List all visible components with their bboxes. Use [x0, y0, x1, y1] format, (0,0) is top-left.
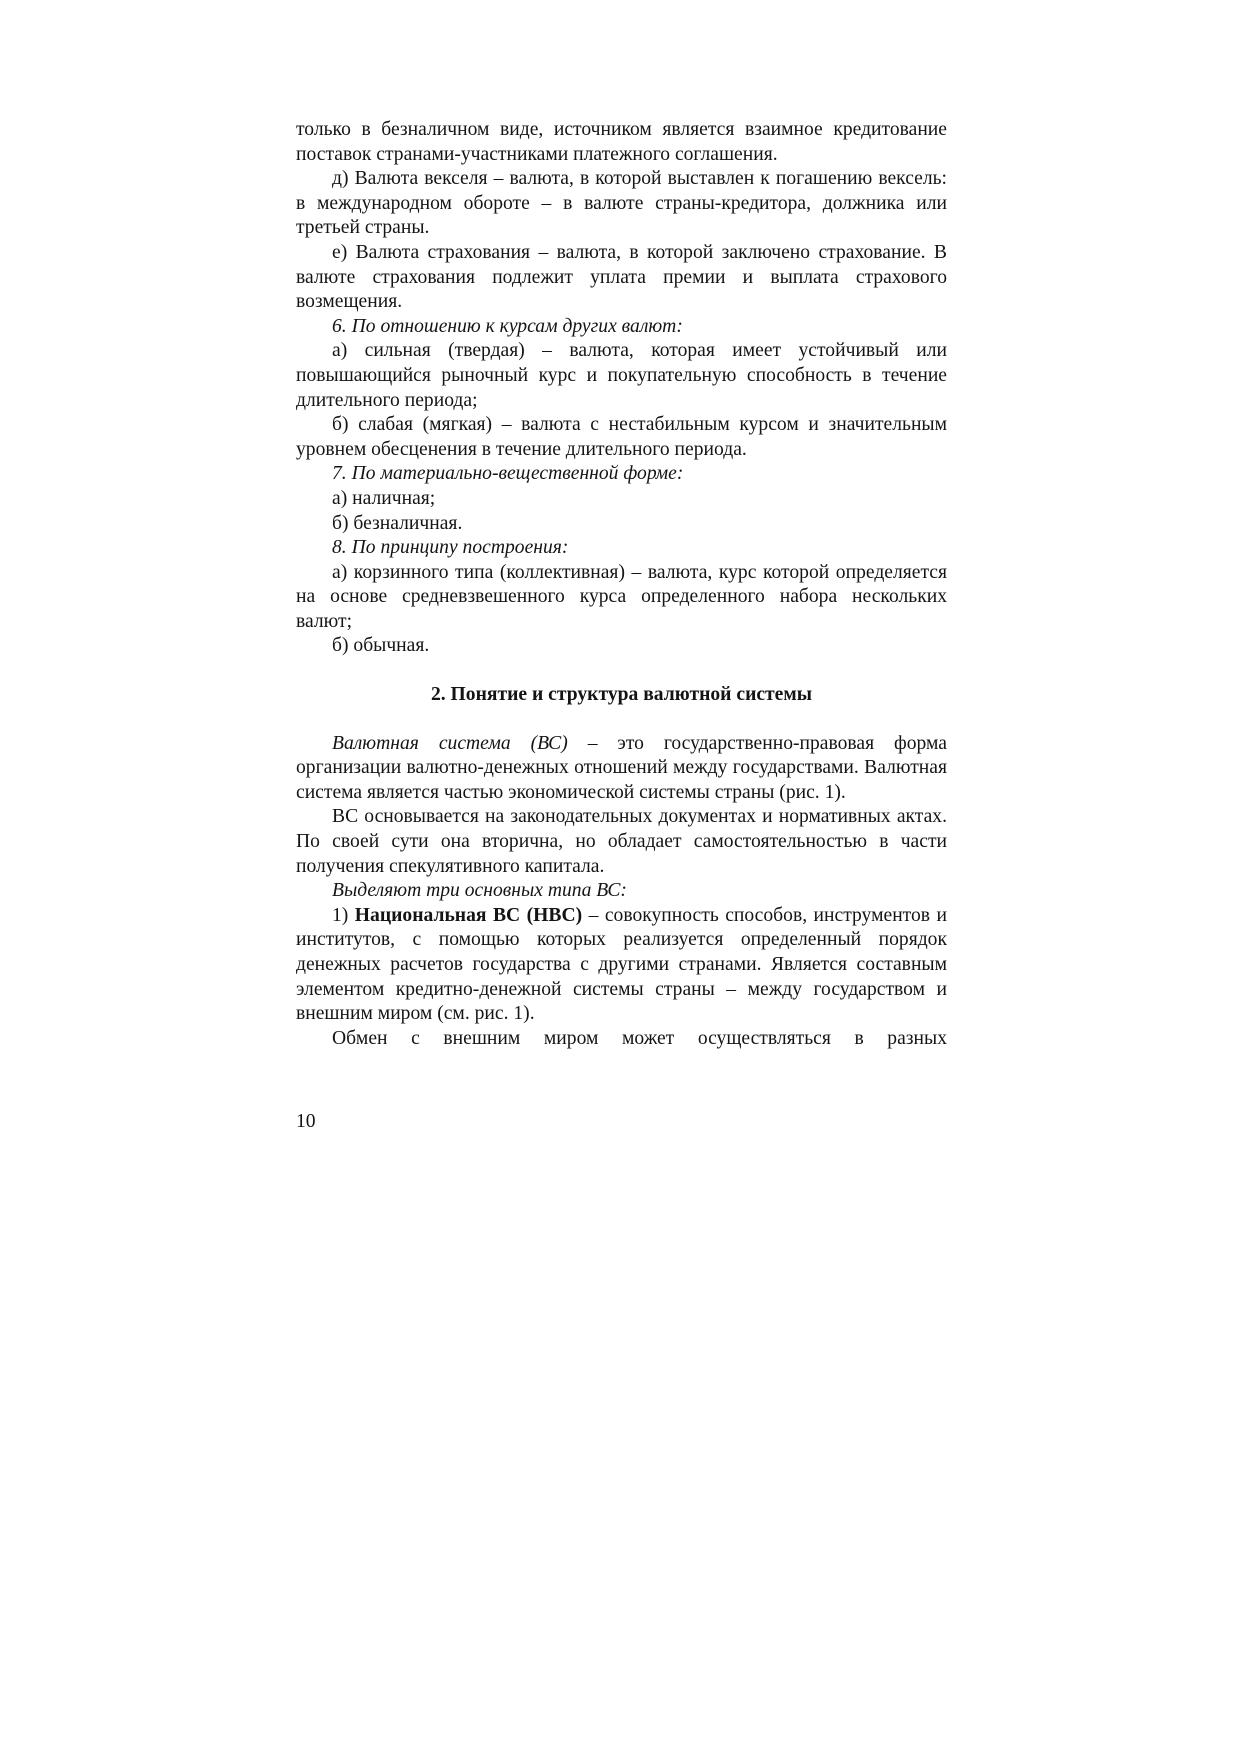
page-number: 10: [296, 1111, 316, 1132]
definition: – это государственно-правовая форма организации валютно-денежных отношений между государствами. Валютная система является частью экономической системы страны (рис. 1).: [296, 732, 947, 803]
paragraph: е) Валюта страхования – валюта, в которой заключено страхование. В валюте страхования подлежит уплата премии и выплата страхового возмещения.: [296, 241, 947, 313]
definition: – совокупность способов, инструментов и институтов, с помощью которых реализуется определенный порядок денежных расчетов государства с другими странами. Является составным элементом кредитно-денежной системы страны – между государством и внешним миром (см. рис. 1).: [296, 904, 947, 1025]
list-item: а) наличная;: [332, 487, 436, 509]
paragraph: только в безналичном виде, источником является взаимное кредитование поставок странами-участниками платежного соглашения.: [296, 119, 947, 165]
subheading: Выделяют три основных типа ВС:: [332, 880, 627, 902]
paragraph: д) Валюта векселя – валюта, в которой выставлен к погашению вексель: в международном обороте – в валюте страны-кредитора, должника или третьей страны.: [296, 168, 947, 239]
subheading: 6. По отношению к курсам других валют:: [332, 315, 683, 337]
paragraph: ВС основывается на законодательных документах и нормативных актах. По своей сути она вторична, но обладает самостоятельностью в части получения спекулятивного капитала.: [296, 806, 947, 877]
paragraph: [296, 732, 947, 806]
list-item: б) обычная.: [332, 635, 430, 657]
section-title: 2. Понятие и структура валютной системы: [430, 684, 813, 706]
main-text: [296, 118, 947, 1051]
term: Валютная система (ВС): [332, 732, 568, 754]
list-item: б) безналичная.: [332, 512, 463, 534]
subheading: 7. По материально-вещественной форме:: [332, 463, 684, 485]
paragraph: б) слабая (мягкая) – валюта с нестабильным курсом и значительным уровнем обесценения в течение длительного периода.: [296, 414, 947, 460]
paragraph: [296, 904, 947, 1027]
paragraph: а) корзинного типа (коллективная) – валюта, курс которой определяется на основе средневзвешенного курса определенного набора нескольких валют;: [296, 561, 947, 632]
list-marker: 1): [332, 904, 355, 926]
paragraph: Обмен с внешним миром может осуществляться в разных: [332, 1027, 947, 1049]
subheading: 8. По принципу построения:: [332, 537, 569, 559]
term: Национальная ВС (НВС): [354, 904, 583, 926]
paragraph: а) сильная (твердая) – валюта, которая имеет устойчивый или повышающийся рыночный курс и покупательную способность в течение длительного периода;: [296, 340, 947, 411]
